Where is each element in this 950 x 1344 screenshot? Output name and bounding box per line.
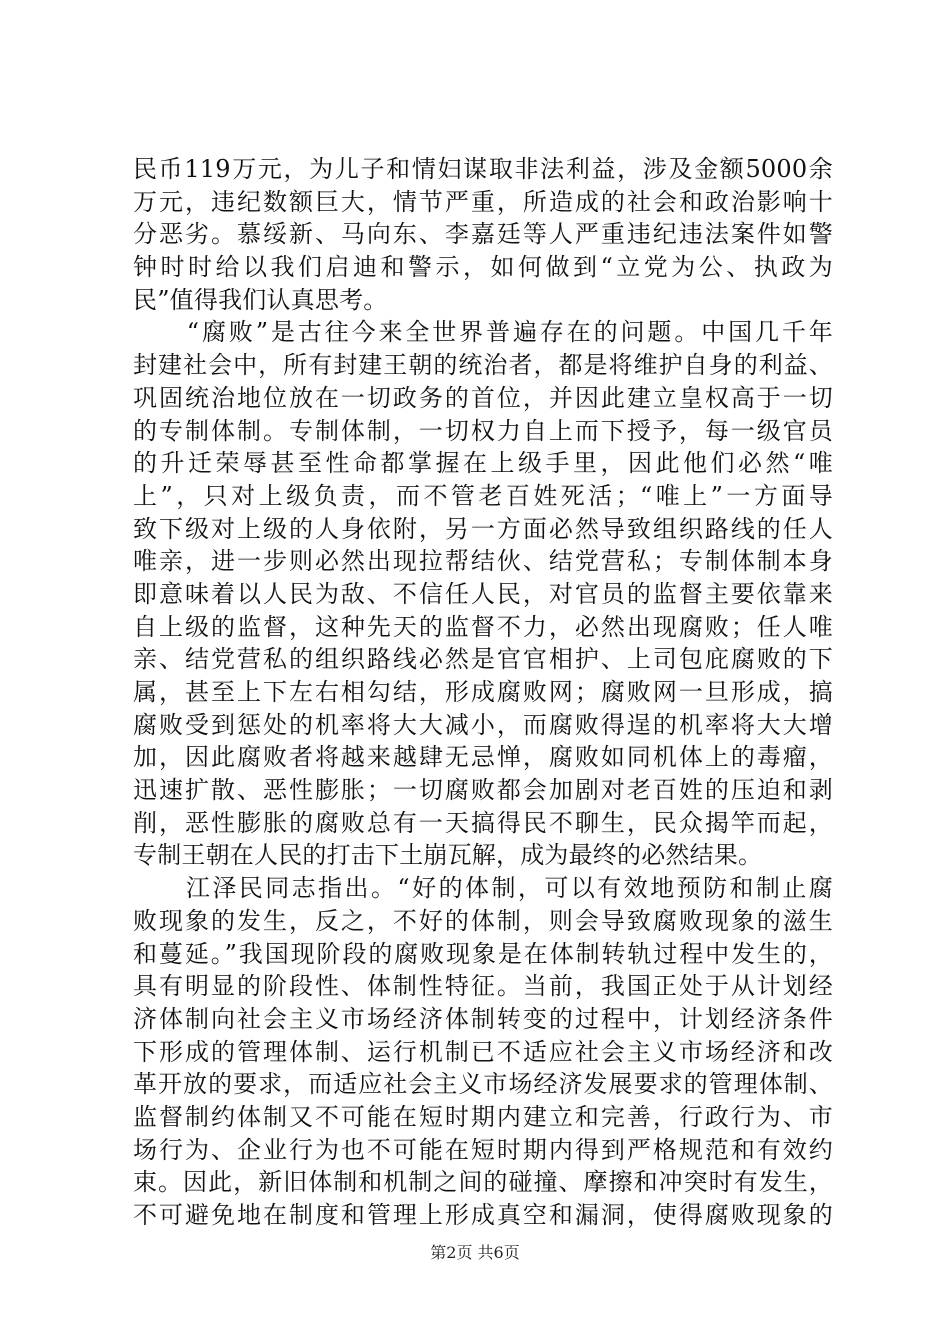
- text-line: 腐败受到惩处的机率将大大减小，而腐败得逞的机率将大大增: [133, 710, 833, 739]
- text-line: 民”值得我们认真思考。: [133, 285, 388, 314]
- text-line: 巩固统治地位放在一切政务的首位，并因此建立皇权高于一切: [133, 383, 833, 412]
- page-footer: 第2页 共6页: [430, 1243, 520, 1262]
- text-line: 场行为、企业行为也不可能在短时期内得到严格规范和有效约: [133, 1135, 833, 1164]
- text-line: 败现象的发生，反之，不好的体制，则会导致腐败现象的滋生: [133, 906, 833, 935]
- text-line: 分恶劣。慕绥新、马向东、李嘉廷等人严重违纪违法案件如警: [133, 220, 833, 249]
- text-line: 革开放的要求，而适应社会主义市场经济发展要求的管理体制、: [133, 1070, 833, 1099]
- text-line: 束。因此，新旧体制和机制之间的碰撞、摩擦和冲突时有发生，: [133, 1168, 833, 1197]
- text-line: 下形成的管理体制、运行机制已不适应社会主义市场经济和改: [133, 1037, 833, 1066]
- text-line: 具有明显的阶段性、体制性特征。当前，我国正处于从计划经: [133, 972, 833, 1001]
- text-line: 迅速扩散、恶性膨胀；一切腐败都会加剧对老百姓的压迫和剥: [133, 776, 833, 805]
- text-line: 削，恶性膨胀的腐败总有一天搞得民不聊生，民众揭竿而起，: [133, 808, 833, 837]
- text-line: 唯亲，进一步则必然出现拉帮结伙、结党营私；专制体制本身: [133, 547, 833, 576]
- text-line: 万元，违纪数额巨大，情节严重，所造成的社会和政治影响十: [133, 187, 833, 216]
- text-line: 即意味着以人民为敌、不信任人民，对官员的监督主要依靠来: [133, 579, 833, 608]
- text-line: 上”，只对上级负责，而不管老百姓死活；“唯上”一方面导: [133, 481, 833, 510]
- text-line: 致下级对上级的人身依附，另一方面必然导致组织路线的任人: [133, 514, 833, 543]
- text-line: 加，因此腐败者将越来越肆无忌惮，腐败如同机体上的毒瘤，: [133, 743, 833, 772]
- text-line: 亲、结党营私的组织路线必然是官官相护、上司包庇腐败的下: [133, 645, 833, 674]
- document-body: [133, 153, 833, 1232]
- text-line: 专制王朝在人民的打击下土崩瓦解，成为最终的必然结果。: [133, 841, 763, 870]
- text-line: 和蔓延。”我国现阶段的腐败现象是在体制转轨过程中发生的，: [133, 939, 833, 968]
- text-line: 江泽民同志指出。“好的体制，可以有效地预防和制止腐: [133, 874, 833, 903]
- text-line: 自上级的监督，这种先天的监督不力，必然出现腐败；任人唯: [133, 612, 833, 641]
- text-line: 属，甚至上下左右相勾结，形成腐败网；腐败网一旦形成，搞: [133, 678, 833, 706]
- text-line: 不可避免地在制度和管理上形成真空和漏洞，使得腐败现象的: [133, 1201, 833, 1229]
- text-line: 的升迁荣辱甚至性命都掌握在上级手里，因此他们必然“唯: [133, 449, 833, 478]
- text-line: 钟时时给以我们启迪和警示，如何做到“立党为公、执政为: [133, 253, 833, 282]
- text-line: 监督制约体制又不可能在短时期内建立和完善，行政行为、市: [133, 1102, 833, 1131]
- text-line: 封建社会中，所有封建王朝的统治者，都是将维护自身的利益、: [133, 351, 833, 380]
- text-line: 的专制体制。专制体制，一切权力自上而下授予，每一级官员: [133, 416, 833, 445]
- text-line: “腐败”是古往今来全世界普遍存在的问题。中国几千年: [133, 318, 833, 347]
- text-line: 民币119万元，为儿子和情妇谋取非法利益，涉及金额5000余: [133, 155, 833, 183]
- text-line: 济体制向社会主义市场经济体制转变的过程中，计划经济条件: [133, 1004, 833, 1033]
